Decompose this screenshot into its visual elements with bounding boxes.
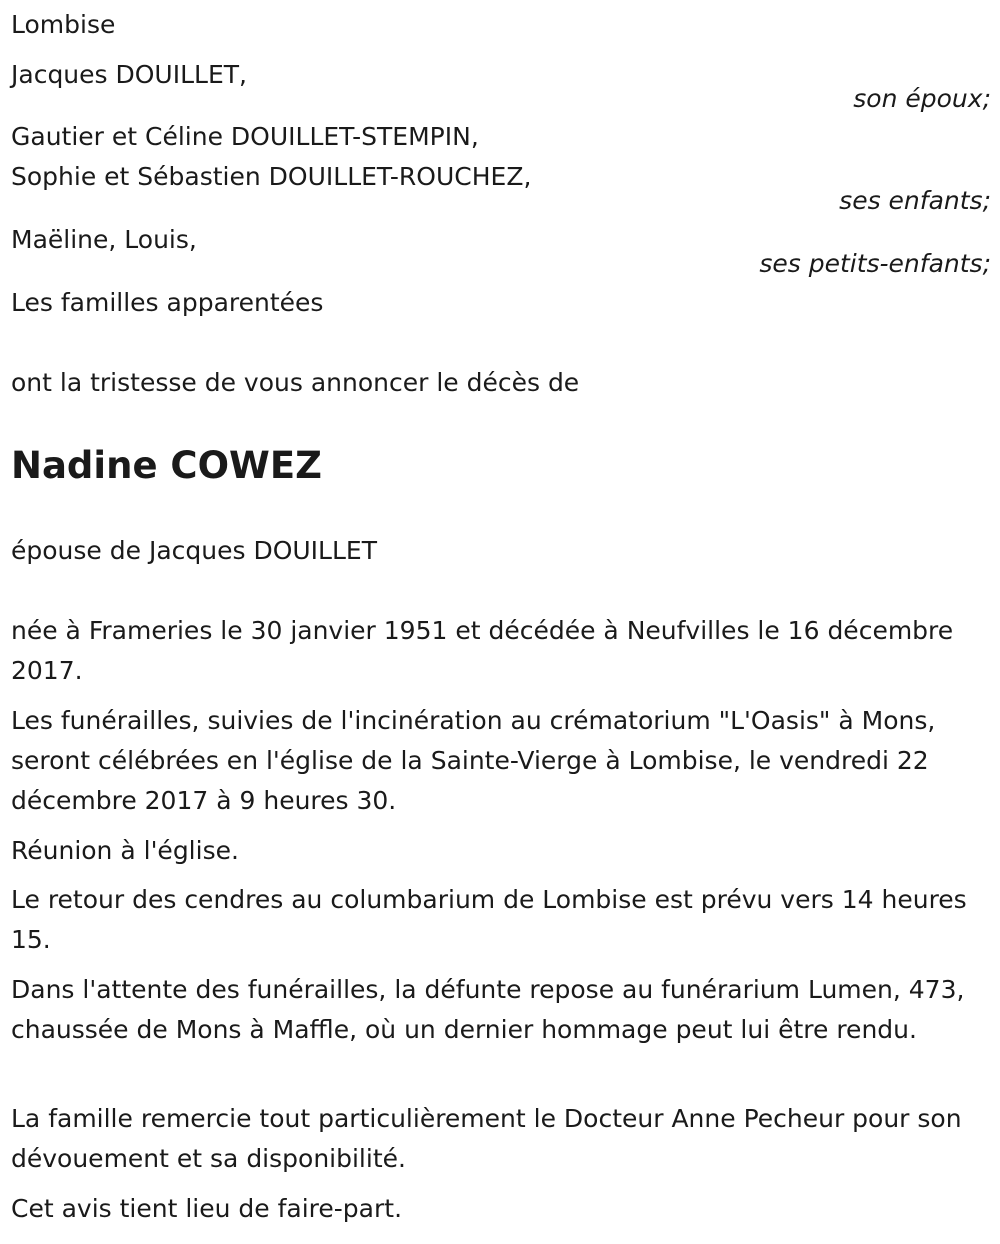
child-line-2: Sophie et Sébastien DOUILLET-ROUCHEZ,: [11, 162, 532, 191]
meeting-paragraph: Réunion à l'église.: [11, 836, 239, 865]
spouse-name: Jacques DOUILLET,: [11, 60, 247, 89]
thanks-paragraph: La famille remercie tout particulièrement le Docteur Anne Pecheur pour son dévouement et sa disponibilité.: [11, 1104, 962, 1173]
spouse-role: son époux;: [853, 84, 991, 113]
child-line-1: Gautier et Céline DOUILLET-STEMPIN,: [11, 122, 479, 151]
deceased-name: Nadine COWEZ: [11, 444, 322, 487]
grandchildren-role: ses petits-enfants;: [759, 249, 991, 278]
funeral-paragraph: Les funérailles, suivies de l'incinération au crématorium "L'Oasis" à Mons, seront célébrées en l'église de la Sainte-Vierge à Lombise, le vendredi 22 décembre 2017 à 9 heures 30.: [11, 706, 936, 815]
closing-paragraph: Cet avis tient lieu de faire-part.: [11, 1194, 403, 1223]
spouse-of: épouse de Jacques DOUILLET: [11, 536, 377, 565]
rest-paragraph: Dans l'attente des funérailles, la défunte repose au funérarium Lumen, 473, chaussée de Mons à Maffle, où un dernier hommage peut lui être rendu.: [11, 975, 965, 1044]
grandchildren-names: Maëline, Louis,: [11, 225, 197, 254]
children-role: ses enfants;: [839, 186, 991, 215]
birth-death-paragraph: née à Frameries le 30 janvier 1951 et décédée à Neufvilles le 16 décembre 2017.: [11, 616, 954, 685]
announcement-intro: ont la tristesse de vous annoncer le décès de: [11, 368, 580, 397]
town-name: Lombise: [11, 10, 116, 39]
related-families: Les familles apparentées: [11, 288, 324, 317]
ashes-paragraph: Le retour des cendres au columbarium de Lombise est prévu vers 14 heures 15.: [11, 885, 967, 954]
